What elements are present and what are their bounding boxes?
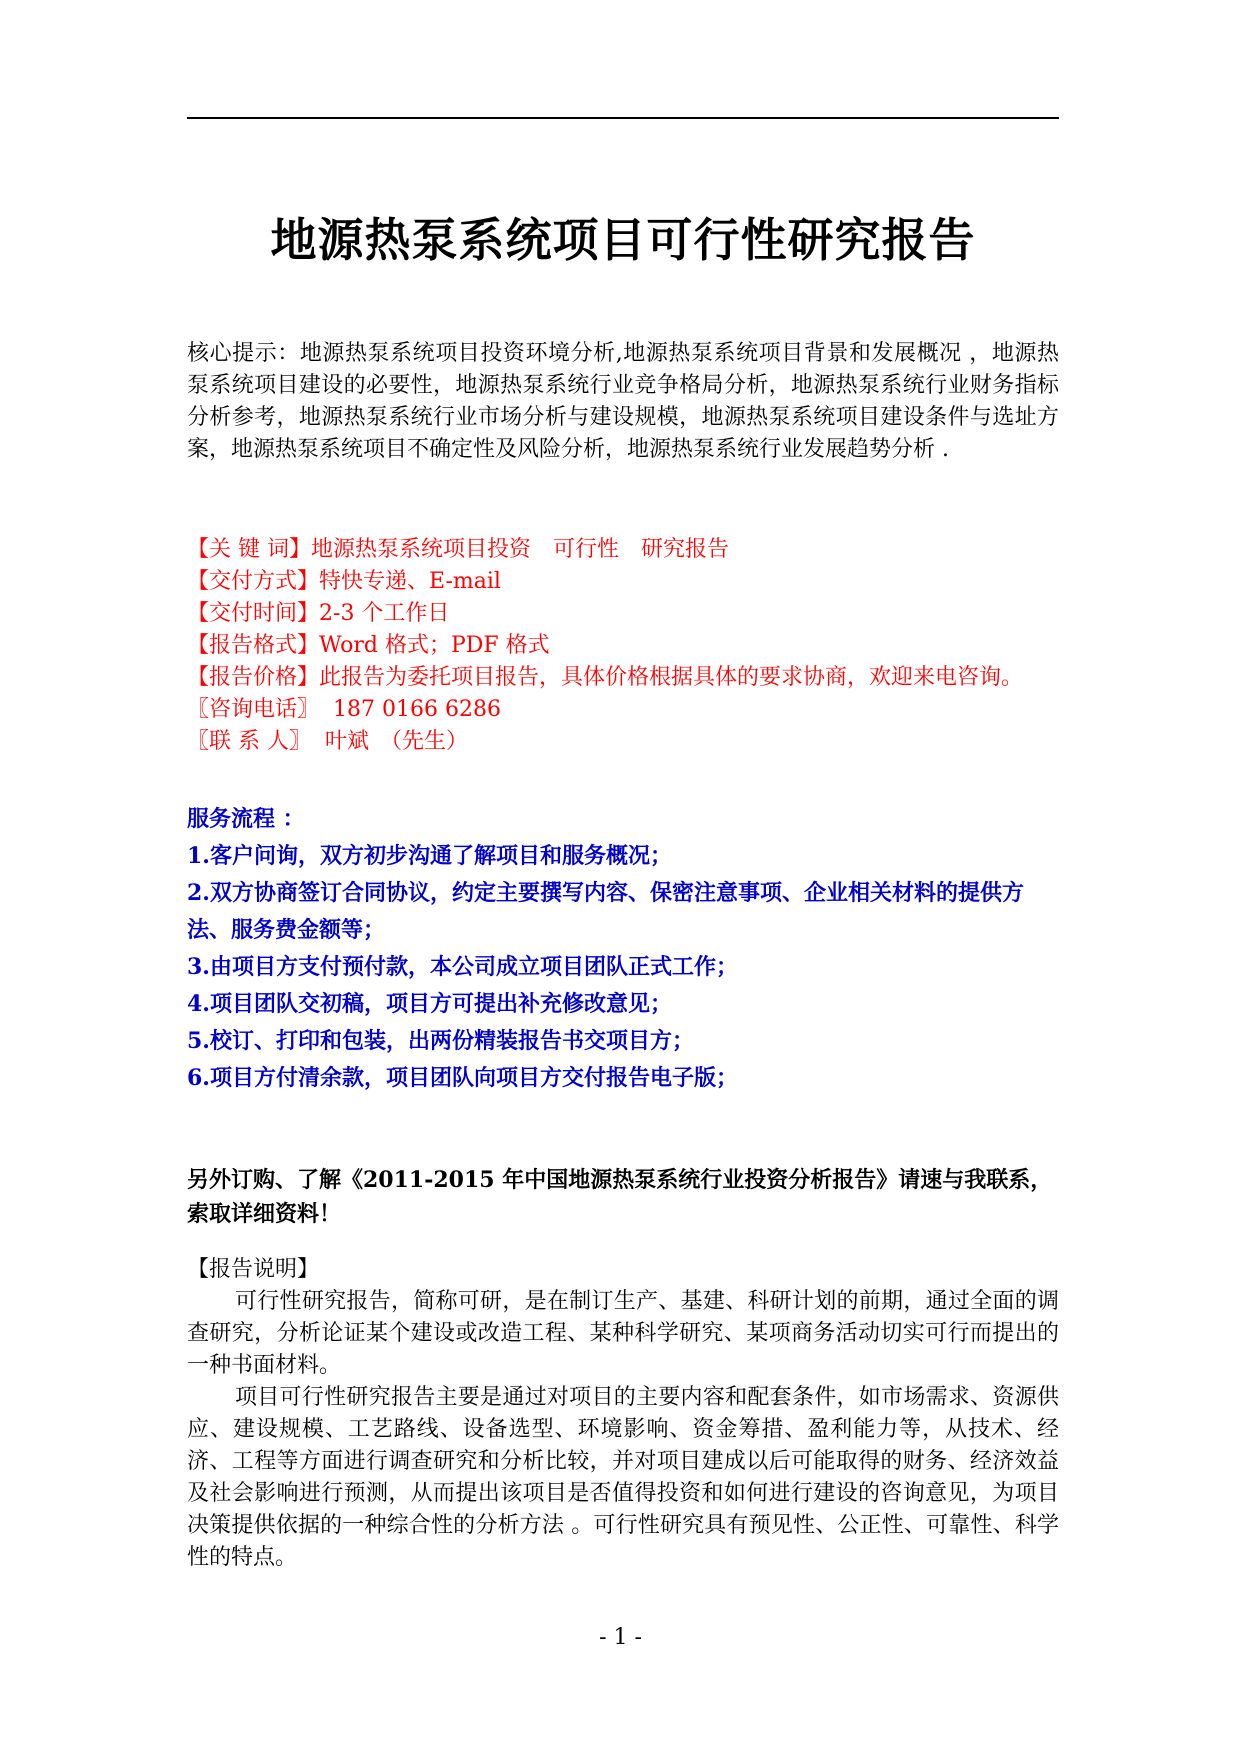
contact-label: 〖联 系 人〗	[187, 729, 311, 754]
contact-row	[187, 726, 1059, 758]
report-title: 地源热泵系统项目可行性研究报告	[270, 213, 976, 267]
delivery-label: 【交付方式】	[187, 569, 320, 594]
format-label: 【报告格式】	[187, 633, 320, 658]
report-description	[187, 1254, 1059, 1574]
core-text: 地源热泵系统项目投资环境分析,地源热泵系统项目背景和发展概况 ，地源热泵系统项目建设的必要性，地源热泵系统行业竞争格局分析，地源热泵系统行业财务指标分析参考，地源热泵系统行业市场分析与建设规模，地源热泵系统项目建设条件与选址方案，地源热泵系统项目不确定性及风险分析，地源热泵系统行业发展趋势分析 .	[187, 341, 1059, 462]
core-label: 核心提示	[187, 341, 278, 366]
service-step: 3.由项目方支付预付款，本公司成立项目团队正式工作；	[187, 954, 738, 980]
price-row	[187, 662, 1059, 694]
contact-value: 叶斌 （先生）	[325, 729, 469, 754]
core-summary	[187, 338, 1059, 466]
delivery-row	[187, 566, 1059, 598]
service-step: 6.项目方付清余款，项目团队向项目方交付报告电子版；	[187, 1065, 738, 1091]
service-heading: 服务流程 ：	[187, 806, 305, 832]
service-step: 1.客户问询，双方初步沟通了解项目和服务概况；	[187, 843, 672, 869]
core-colon: ：	[277, 341, 300, 366]
time-label: 【交付时间】	[187, 601, 320, 626]
phone-row	[187, 694, 1059, 726]
report-info	[187, 534, 1059, 758]
order-note: 另外订购、了解《2011-2015 年中国地源热泵系统行业投资分析报告》请速与我联系，索取详细资料！	[187, 1167, 1053, 1227]
keywords-value: 地源热泵系统项目投资 可行性 研究报告	[311, 537, 730, 562]
service-process	[187, 801, 1059, 1097]
description-paragraph: 可行性研究报告，简称可研，是在制订生产、基建、科研计划的前期，通过全面的调查研究，分析论证某个建设或改造工程、某种科学研究、某项商务活动切实可行而提出的一种书面材料。	[187, 1289, 1059, 1378]
description-heading: 【报告说明】	[187, 1257, 320, 1282]
header-rule	[187, 117, 1059, 119]
phone-value: 187 0166 6286	[333, 697, 501, 722]
keywords-row	[187, 534, 1059, 566]
service-step: 2.双方协商签订合同协议，约定主要撰写内容、保密注意事项、企业相关材料的提供方法、服务费金额等；	[187, 880, 1024, 943]
phone-label: 〖咨询电话〗	[187, 697, 320, 722]
delivery-value: 特快专递、E-mail	[319, 569, 501, 594]
description-paragraph: 项目可行性研究报告主要是通过对项目的主要内容和配套条件，如市场需求、资源供应、建设规模、工艺路线、设备选型、环境影响、资金筹措、盈利能力等，从技术、经济、工程等方面进行调查研究和分析比较，并对项目建成以后可能取得的财务、经济效益及社会影响进行预测，从而提出该项目是否值得投资和如何进行建设的咨询意见，为项目决策提供依据的一种综合性的分析方法 。可行性研究具有预见性、公正性、可靠性、科学性的特点。	[187, 1385, 1059, 1570]
format-row	[187, 630, 1059, 662]
service-step: 5.校订、打印和包装，出两份精装报告书交项目方；	[187, 1028, 694, 1054]
service-step: 4.项目团队交初稿，项目方可提出补充修改意见；	[187, 991, 672, 1017]
time-value: 2-3 个工作日	[319, 601, 450, 626]
time-row	[187, 598, 1059, 630]
format-value: Word 格式；PDF 格式	[319, 633, 550, 658]
price-label: 【报告价格】	[187, 665, 320, 690]
keywords-label: 【关 键 词】	[187, 537, 311, 562]
page-number: - 1 -	[599, 1625, 642, 1650]
price-value: 此报告为委托项目报告，具体价格根据具体的要求协商，欢迎来电咨询。	[319, 665, 1024, 690]
